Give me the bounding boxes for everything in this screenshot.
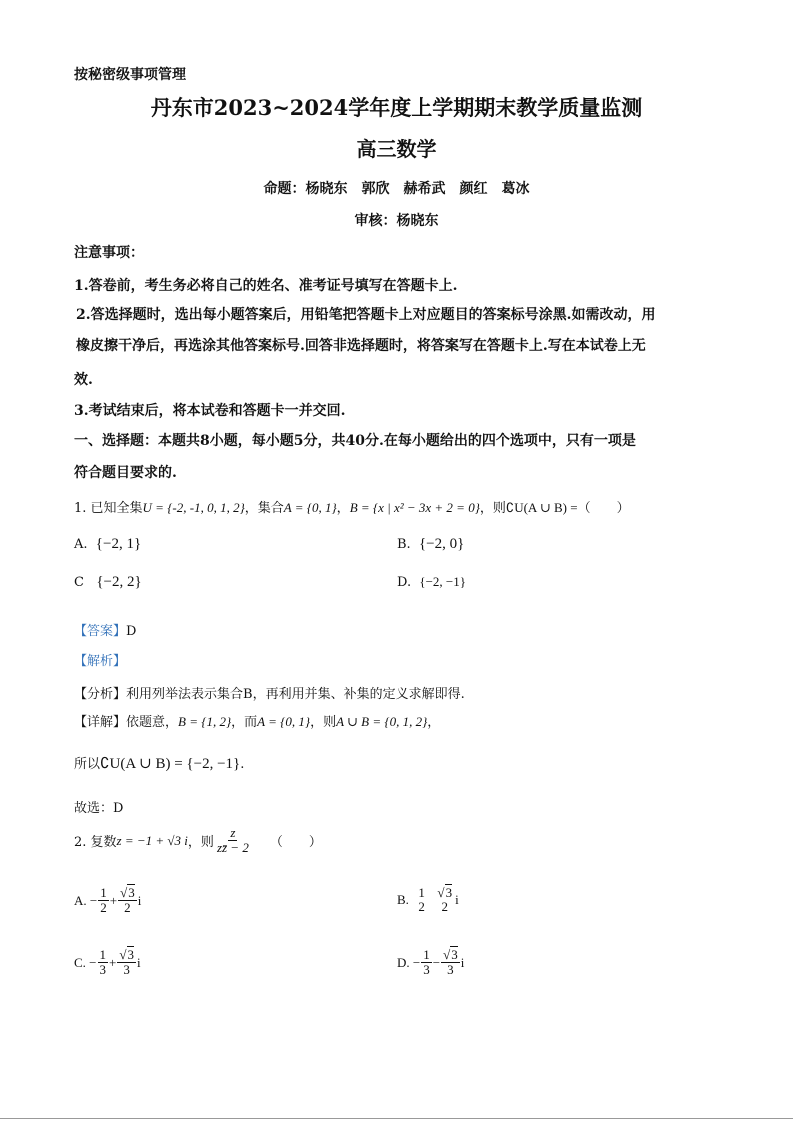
note-3: 3.考试结束后，将本试卷和答题卡一并交回. <box>74 403 346 419</box>
confidential-label: 按秘密级事项管理 <box>74 67 186 83</box>
exam-title: 丹东市2023~2024学年度上学期期末教学质量监测 <box>150 95 643 120</box>
question-2-stem: 2. 复数 z = −1 + √3 i ，则 $\frac{z}{zz̄ - 2}$ （ ） <box>74 825 322 856</box>
note-2-line3: 效. <box>74 372 93 388</box>
q1-detail: 【详解】依题意，B = {1, 2}，而A = {0, 1}，则A ∪ B = {0, 1, 2}， <box>74 714 441 730</box>
q2-fraction: $\frac{z}{zz̄ - 2}$ <box>216 825 249 856</box>
note-1: 1.答卷前，考生务必将自己的姓名、准考证号填写在答题卡上. <box>74 278 458 294</box>
q2-option-d: D. − $\frac{1}{3}$ − $\frac{√3}{3}$ i <box>397 947 465 978</box>
q1-option-d: D. {−2, −1} <box>397 574 467 590</box>
q1-conclusion: 所以∁U(A ∪ B) = {−2, −1}. <box>74 756 245 772</box>
q1-fenxi: 【分析】利用列举法表示集合B，再利用并集、补集的定义求解即得. <box>74 687 465 702</box>
note-2-line2: 橡皮擦干净后，再选涂其他答案标号.回答非选择题时，将答案写在答题卡上.写在本试卷上无 <box>76 338 646 354</box>
exam-subtitle: 高三数学 <box>356 137 437 161</box>
q1-answer: 【答案】D <box>74 624 137 639</box>
q1-option-c: C {−2, 2} <box>74 574 142 590</box>
question-1-stem: 1. 已知全集U = {-2, -1, 0, 1, 2}，集合A = {0, 1}，B = {x | x² − 3x + 2 = 0}，则∁U(A ∪ B) =（ ） <box>74 500 630 516</box>
notes-heading: 注意事项： <box>74 245 144 261</box>
reviewer-line: 审核：杨晓东 <box>354 213 439 229</box>
q1-choice: 故选：D <box>74 801 124 816</box>
q2-option-b: B. 1 2 √3 2 i <box>397 885 459 915</box>
q1-analysis-tag: 【解析】 <box>74 654 127 669</box>
q2-option-a: A. − $\frac{1}{2}$ + $\frac{√3}{2}$ i <box>74 885 142 916</box>
section1-line1: 一、选择题：本题共8小题，每小题5分，共40分.在每小题给出的四个选项中，只有一项是 <box>74 433 636 449</box>
note-2-line1: 2.答选择题时，选出每小题答案后，用铅笔把答题卡上对应题目的答案标号涂黑.如需改动，用 <box>76 307 656 323</box>
authors-line: 命题：杨晓东 郭欣 赫希武 颜红 葛冰 <box>263 181 530 197</box>
q1-option-a: A. {−2, 1} <box>74 536 142 552</box>
answer-tag: 【答案】 <box>74 624 127 639</box>
section1-line2: 符合题目要求的. <box>74 465 177 481</box>
q1-option-b: B. {−2, 0} <box>397 536 465 552</box>
page-bottom-divider <box>0 1118 793 1119</box>
q2-option-c: C. − $\frac{1}{3}$ + $\frac{√3}{3}$ i <box>74 947 141 978</box>
